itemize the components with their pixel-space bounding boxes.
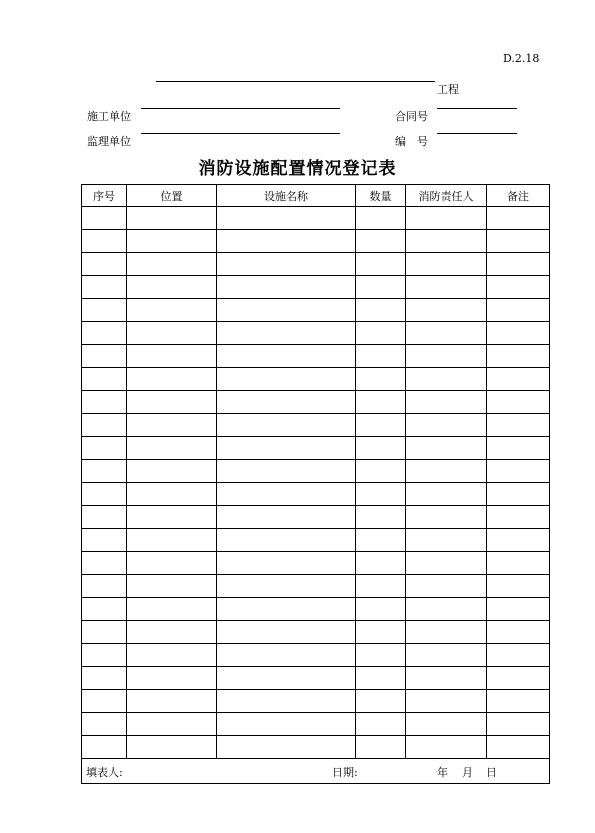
- table-row: [82, 483, 550, 506]
- cell-remarks[interactable]: [487, 437, 550, 460]
- cell-responsible-person[interactable]: [406, 391, 487, 414]
- cell-responsible-person[interactable]: [406, 322, 487, 345]
- cell-location[interactable]: [127, 414, 217, 437]
- cell-quantity[interactable]: [356, 299, 406, 322]
- cell-remarks[interactable]: [487, 253, 550, 276]
- cell-serial[interactable]: [82, 299, 127, 322]
- cell-responsible-person[interactable]: [406, 299, 487, 322]
- cell-remarks[interactable]: [487, 391, 550, 414]
- cell-facility-name[interactable]: [217, 368, 356, 391]
- cell-remarks[interactable]: [487, 460, 550, 483]
- footer-row: [82, 759, 550, 784]
- cell-responsible-person[interactable]: [406, 621, 487, 644]
- cell-quantity[interactable]: [356, 713, 406, 736]
- cell-quantity[interactable]: [356, 368, 406, 391]
- cell-quantity[interactable]: [356, 414, 406, 437]
- cell-serial[interactable]: [82, 368, 127, 391]
- table-row: [82, 598, 550, 621]
- table-row: [82, 322, 550, 345]
- cell-location[interactable]: [127, 736, 217, 759]
- cell-facility-name[interactable]: [217, 529, 356, 552]
- cell-remarks[interactable]: [487, 368, 550, 391]
- table-row: [82, 207, 550, 230]
- construction-unit-field[interactable]: [141, 108, 340, 109]
- cell-remarks[interactable]: [487, 414, 550, 437]
- table-row: [82, 667, 550, 690]
- cell-serial[interactable]: [82, 391, 127, 414]
- filler-label: 填表人:: [86, 766, 123, 779]
- cell-facility-name[interactable]: [217, 253, 356, 276]
- cell-responsible-person[interactable]: [406, 736, 487, 759]
- cell-location[interactable]: [127, 322, 217, 345]
- cell-responsible-person[interactable]: [406, 552, 487, 575]
- cell-quantity[interactable]: [356, 506, 406, 529]
- cell-remarks[interactable]: [487, 644, 550, 667]
- cell-quantity[interactable]: [356, 230, 406, 253]
- table-row: [82, 299, 550, 322]
- cell-facility-name[interactable]: [217, 207, 356, 230]
- cell-facility-name[interactable]: [217, 299, 356, 322]
- cell-location[interactable]: [127, 230, 217, 253]
- cell-quantity[interactable]: [356, 575, 406, 598]
- table-row: [82, 506, 550, 529]
- cell-quantity[interactable]: [356, 667, 406, 690]
- cell-facility-name[interactable]: [217, 414, 356, 437]
- cell-remarks[interactable]: [487, 230, 550, 253]
- header-facility-name: 设施名称: [217, 185, 356, 207]
- cell-serial[interactable]: [82, 713, 127, 736]
- cell-serial[interactable]: [82, 736, 127, 759]
- cell-location[interactable]: [127, 207, 217, 230]
- cell-serial[interactable]: [82, 621, 127, 644]
- cell-responsible-person[interactable]: [406, 644, 487, 667]
- cell-location[interactable]: [127, 690, 217, 713]
- cell-serial[interactable]: [82, 667, 127, 690]
- cell-facility-name[interactable]: [217, 552, 356, 575]
- cell-responsible-person[interactable]: [406, 529, 487, 552]
- cell-location[interactable]: [127, 483, 217, 506]
- cell-responsible-person[interactable]: [406, 713, 487, 736]
- cell-serial[interactable]: [82, 552, 127, 575]
- project-name-field[interactable]: [156, 81, 435, 82]
- cell-remarks[interactable]: [487, 621, 550, 644]
- header-responsible-person: 消防责任人: [406, 185, 487, 207]
- cell-remarks[interactable]: [487, 713, 550, 736]
- table-row: [82, 713, 550, 736]
- serial-no-label: 编 号: [395, 135, 428, 148]
- table-row: [82, 736, 550, 759]
- footer-cell: [82, 759, 550, 784]
- cell-location[interactable]: [127, 391, 217, 414]
- cell-facility-name[interactable]: [217, 736, 356, 759]
- cell-responsible-person[interactable]: [406, 506, 487, 529]
- table-row: [82, 276, 550, 299]
- month-label: 月: [462, 766, 473, 779]
- cell-quantity[interactable]: [356, 276, 406, 299]
- page-title: 消防设施配置情况登记表: [198, 159, 397, 179]
- table-row: [82, 575, 550, 598]
- registration-table: [81, 184, 550, 784]
- cell-serial[interactable]: [82, 529, 127, 552]
- header-remarks: 备注: [487, 185, 550, 207]
- year-label: 年: [437, 766, 448, 779]
- cell-serial[interactable]: [82, 253, 127, 276]
- table-row: [82, 253, 550, 276]
- cell-location[interactable]: [127, 529, 217, 552]
- table-row: [82, 460, 550, 483]
- cell-facility-name[interactable]: [217, 460, 356, 483]
- cell-location[interactable]: [127, 253, 217, 276]
- cell-location[interactable]: [127, 368, 217, 391]
- table-row: [82, 529, 550, 552]
- cell-location[interactable]: [127, 345, 217, 368]
- cell-serial[interactable]: [82, 575, 127, 598]
- cell-location[interactable]: [127, 299, 217, 322]
- cell-serial[interactable]: [82, 230, 127, 253]
- cell-location[interactable]: [127, 667, 217, 690]
- cell-quantity[interactable]: [356, 207, 406, 230]
- cell-quantity[interactable]: [356, 529, 406, 552]
- cell-remarks[interactable]: [487, 345, 550, 368]
- cell-quantity[interactable]: [356, 598, 406, 621]
- cell-responsible-person[interactable]: [406, 230, 487, 253]
- cell-facility-name[interactable]: [217, 322, 356, 345]
- cell-responsible-person[interactable]: [406, 414, 487, 437]
- cell-facility-name[interactable]: [217, 391, 356, 414]
- cell-remarks[interactable]: [487, 529, 550, 552]
- cell-responsible-person[interactable]: [406, 368, 487, 391]
- cell-quantity[interactable]: [356, 621, 406, 644]
- date-label: 日期:: [332, 766, 358, 779]
- cell-remarks[interactable]: [487, 667, 550, 690]
- cell-remarks[interactable]: [487, 598, 550, 621]
- cell-responsible-person[interactable]: [406, 690, 487, 713]
- cell-facility-name[interactable]: [217, 506, 356, 529]
- day-label: 日: [486, 766, 497, 779]
- cell-location[interactable]: [127, 575, 217, 598]
- cell-quantity[interactable]: [356, 391, 406, 414]
- cell-location[interactable]: [127, 506, 217, 529]
- cell-quantity[interactable]: [356, 690, 406, 713]
- cell-responsible-person[interactable]: [406, 575, 487, 598]
- table-row: [82, 690, 550, 713]
- cell-serial[interactable]: [82, 483, 127, 506]
- header-location: 位置: [127, 185, 217, 207]
- supervision-unit-label: 监理单位: [87, 135, 131, 148]
- cell-remarks[interactable]: [487, 506, 550, 529]
- cell-responsible-person[interactable]: [406, 598, 487, 621]
- cell-responsible-person[interactable]: [406, 253, 487, 276]
- cell-serial[interactable]: [82, 322, 127, 345]
- cell-serial[interactable]: [82, 644, 127, 667]
- cell-location[interactable]: [127, 276, 217, 299]
- cell-serial[interactable]: [82, 460, 127, 483]
- cell-serial[interactable]: [82, 690, 127, 713]
- cell-remarks[interactable]: [487, 483, 550, 506]
- form-code: D.2.18: [503, 52, 540, 65]
- header-quantity: 数量: [356, 185, 406, 207]
- cell-responsible-person[interactable]: [406, 345, 487, 368]
- table-row: [82, 230, 550, 253]
- cell-facility-name[interactable]: [217, 575, 356, 598]
- contract-no-label: 合同号: [395, 110, 428, 123]
- table-row: [82, 437, 550, 460]
- cell-remarks[interactable]: [487, 276, 550, 299]
- cell-serial[interactable]: [82, 414, 127, 437]
- cell-serial[interactable]: [82, 207, 127, 230]
- cell-location[interactable]: [127, 598, 217, 621]
- cell-serial[interactable]: [82, 276, 127, 299]
- project-suffix: 工程: [437, 83, 459, 96]
- cell-facility-name[interactable]: [217, 690, 356, 713]
- cell-responsible-person[interactable]: [406, 276, 487, 299]
- cell-remarks[interactable]: [487, 207, 550, 230]
- table-row: [82, 414, 550, 437]
- cell-quantity[interactable]: [356, 644, 406, 667]
- cell-facility-name[interactable]: [217, 667, 356, 690]
- cell-location[interactable]: [127, 713, 217, 736]
- cell-remarks[interactable]: [487, 299, 550, 322]
- cell-serial[interactable]: [82, 506, 127, 529]
- cell-remarks[interactable]: [487, 322, 550, 345]
- table-header-row: [82, 185, 550, 207]
- cell-facility-name[interactable]: [217, 644, 356, 667]
- table-row: [82, 345, 550, 368]
- cell-location[interactable]: [127, 437, 217, 460]
- cell-quantity[interactable]: [356, 460, 406, 483]
- cell-facility-name[interactable]: [217, 230, 356, 253]
- cell-facility-name[interactable]: [217, 483, 356, 506]
- cell-quantity[interactable]: [356, 322, 406, 345]
- cell-quantity[interactable]: [356, 437, 406, 460]
- cell-facility-name[interactable]: [217, 345, 356, 368]
- cell-facility-name[interactable]: [217, 276, 356, 299]
- cell-facility-name[interactable]: [217, 621, 356, 644]
- table-row: [82, 552, 550, 575]
- table-row: [82, 621, 550, 644]
- cell-responsible-person[interactable]: [406, 460, 487, 483]
- cell-quantity[interactable]: [356, 483, 406, 506]
- table-row: [82, 368, 550, 391]
- cell-location[interactable]: [127, 621, 217, 644]
- cell-location[interactable]: [127, 552, 217, 575]
- cell-serial[interactable]: [82, 598, 127, 621]
- contract-no-field[interactable]: [437, 108, 517, 109]
- cell-remarks[interactable]: [487, 575, 550, 598]
- cell-serial[interactable]: [82, 437, 127, 460]
- cell-serial[interactable]: [82, 345, 127, 368]
- construction-unit-label: 施工单位: [87, 110, 131, 123]
- cell-remarks[interactable]: [487, 552, 550, 575]
- cell-quantity[interactable]: [356, 736, 406, 759]
- header-serial: 序号: [82, 185, 127, 207]
- cell-location[interactable]: [127, 460, 217, 483]
- cell-quantity[interactable]: [356, 345, 406, 368]
- cell-facility-name[interactable]: [217, 713, 356, 736]
- cell-facility-name[interactable]: [217, 437, 356, 460]
- serial-no-field[interactable]: [437, 133, 517, 134]
- cell-remarks[interactable]: [487, 736, 550, 759]
- cell-quantity[interactable]: [356, 253, 406, 276]
- cell-responsible-person[interactable]: [406, 667, 487, 690]
- table-row: [82, 644, 550, 667]
- cell-quantity[interactable]: [356, 552, 406, 575]
- cell-responsible-person[interactable]: [406, 207, 487, 230]
- supervision-unit-field[interactable]: [141, 133, 340, 134]
- cell-responsible-person[interactable]: [406, 483, 487, 506]
- cell-location[interactable]: [127, 644, 217, 667]
- cell-remarks[interactable]: [487, 690, 550, 713]
- cell-facility-name[interactable]: [217, 598, 356, 621]
- cell-responsible-person[interactable]: [406, 437, 487, 460]
- table-row: [82, 391, 550, 414]
